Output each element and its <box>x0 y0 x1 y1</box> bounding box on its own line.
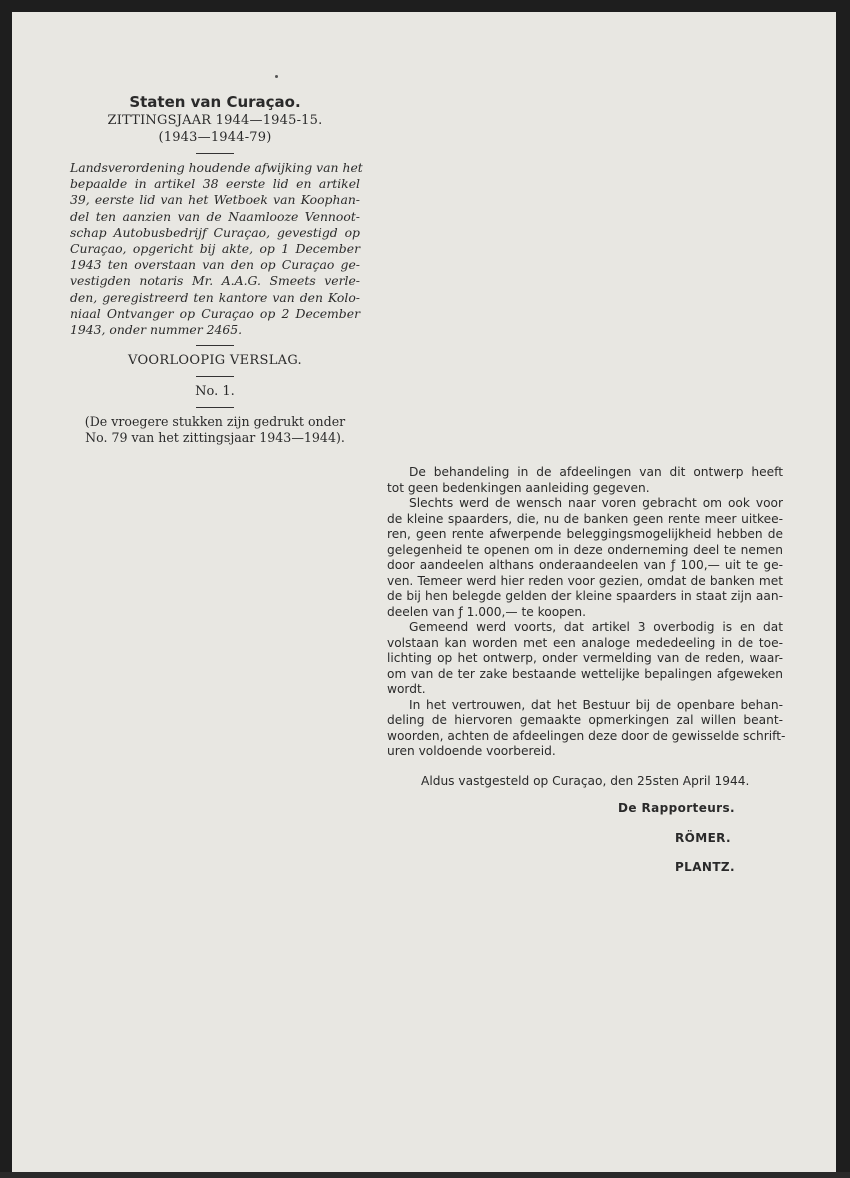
body-line: wordt. <box>387 682 426 696</box>
subject-line: Curaçao, opgericht bij akte, op 1 December <box>70 241 360 257</box>
divider <box>196 153 234 154</box>
body-line: De behandeling in de afdeelingen van dit ontwerp heeft <box>409 465 783 479</box>
subject-line: 39, eerste lid van het Wetboek van Koophan- <box>70 192 360 208</box>
body-line: de kleine spaarders, die, nu de banken geen rente meer uitkee- <box>387 511 783 526</box>
reference-note-line: (De vroegere stukken zijn gedrukt onder <box>84 414 346 430</box>
divider <box>196 407 234 408</box>
body-line: uren voldoende voorbereid. <box>387 744 556 758</box>
session-year: ZITTINGSJAAR 1944—1945-15. <box>107 113 323 128</box>
paragraph <box>387 465 783 496</box>
paragraph <box>387 620 783 698</box>
divider <box>196 376 234 377</box>
body-line: lichting op het ontwerp, onder vermelding van de reden, waar- <box>387 651 783 665</box>
report-body <box>387 465 786 876</box>
body-line: woorden, achten de afdeelingen deze door de gewisselde schrift- <box>387 728 786 743</box>
subject-description <box>70 160 363 338</box>
subject-line: bepaalde in artikel 38 eerste lid en artikel <box>70 176 360 192</box>
subject-line: 1943, onder nummer 2465. <box>70 322 243 338</box>
body-line: ven. Temeer werd hier reden voor gezien, omdat de banken met <box>387 573 783 588</box>
signatory-title: De Rapporteurs. <box>618 801 735 815</box>
header <box>70 92 360 146</box>
body-line: gelegenheid te openen om in deze onderneming deel te nemen <box>387 542 783 557</box>
report-number: No. 1. <box>195 384 235 400</box>
left-column <box>70 92 363 446</box>
subject-line: vestigden notaris Mr. A.A.G. Smeets verle- <box>70 273 360 289</box>
body-line: Gemeend werd voorts, dat artikel 3 overbodig is en dat <box>409 620 783 634</box>
paragraph <box>387 496 783 620</box>
subject-line: Landsverordening houdende afwijking van het <box>70 160 363 175</box>
signatory-plantz: PLANTZ. <box>674 860 735 874</box>
subject-line: del ten aanzien van de Naamlooze Vennoot- <box>70 208 360 224</box>
session-reference: (1943—1944-79) <box>158 130 272 145</box>
signatory-romer: RÖMER. <box>674 830 731 845</box>
divider <box>196 345 234 346</box>
closing-statement: Aldus vastgesteld op Curaçao, den 25sten April 1944. <box>421 773 750 788</box>
scan-border <box>0 1172 850 1178</box>
body-line: In het vertrouwen, dat het Bestuur bij de openbare behan- <box>409 697 783 712</box>
body-line: deelen van ƒ 1.000,— te koopen. <box>387 604 587 619</box>
body-line: om van de ter zake bestaande wettelijke bepalingen afgeweken <box>387 666 783 681</box>
subject-line: schap Autobusbedrijf Curaçao, gevestigd op <box>70 224 360 240</box>
body-line: de bij hen belegde gelden der kleine spaarders in staat zijn aan- <box>387 589 783 603</box>
paragraph <box>387 697 786 760</box>
document-page <box>12 12 836 1172</box>
report-heading: VOORLOOPIG VERSLAG. <box>128 353 302 369</box>
body-line: Slechts werd de wensch naar voren gebracht om ook voor <box>409 496 783 510</box>
body-line: door aandeelen althans onderaandeelen van ƒ 100,— uit te ge- <box>387 558 783 572</box>
body-line: ren, geen rente afwerpende beleggingsmogelijkheid hebben de <box>387 527 783 541</box>
reference-note <box>70 414 360 446</box>
body-line: deling de hiervoren gemaakte opmerkingen zal willen beant- <box>387 713 783 727</box>
subject-line: den, geregistreerd ten kantore van den Kolo- <box>70 289 360 305</box>
subject-line: niaal Ontvanger op Curaçao op 2 December <box>70 305 360 321</box>
body-line: volstaan kan worden met een analoge mededeeling in de toe- <box>387 635 783 650</box>
reference-note-line: No. 79 van het zittingsjaar 1943—1944). <box>85 430 345 446</box>
body-line: tot geen bedenkingen aanleiding gegeven. <box>387 480 650 495</box>
subject-line: 1943 ten overstaan van den op Curaçao ge- <box>70 257 360 273</box>
paper-speck <box>275 75 278 78</box>
document-title: Staten van Curaçao. <box>129 93 301 111</box>
